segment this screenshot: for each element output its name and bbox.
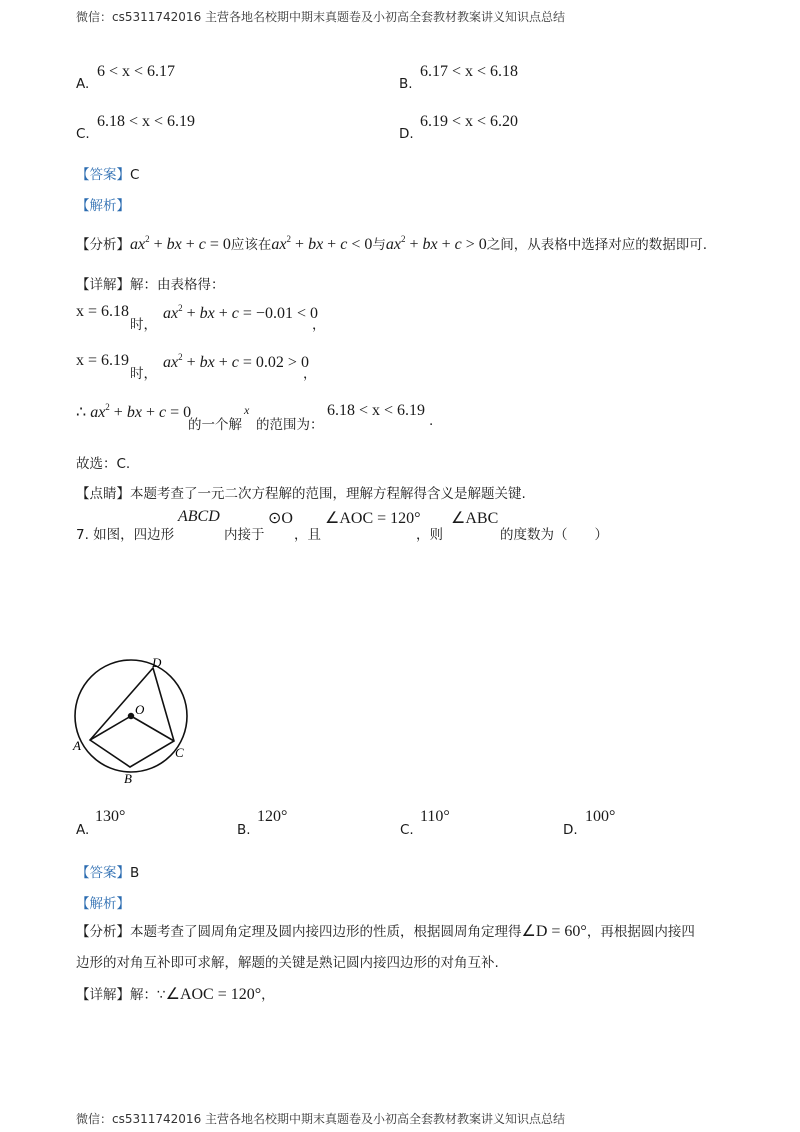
option-value: 120°: [257, 808, 288, 825]
text: 应该在: [230, 237, 272, 253]
q6-analysis-tag: 【解析】: [76, 198, 130, 214]
label-b: B: [124, 771, 132, 786]
therefore-equation: ∴ $ax^2$ + bx + c = 0: [76, 402, 192, 421]
detail-text: 解：由表格得：: [130, 277, 225, 293]
option-label: D.: [399, 126, 414, 142]
segment-ao: [90, 716, 131, 740]
comment-text: 本题考查了一元二次方程解的范围，理解方程解得含义是解题关键.: [130, 486, 526, 502]
option-label: C.: [400, 822, 414, 838]
page-footer: 微信：cs5311742016 主营各地名校期中期末真题卷及小初高全套教材教案讲义知识点总结: [76, 1112, 566, 1126]
text: ，则: [416, 527, 443, 543]
stem-text: 7. 如图，四边形: [76, 527, 175, 543]
q6-comment: [76, 482, 526, 502]
option-value: 6 < x < 6.17: [97, 63, 176, 80]
option-value: 110°: [420, 808, 450, 825]
text: 本题考查了圆周角定理及圆内接四边形的性质，根据圆周角定理得: [130, 924, 522, 940]
option-label: B.: [399, 76, 413, 92]
time-label: 时，: [130, 317, 157, 333]
text: 的度数为（ ）: [500, 527, 608, 543]
comma: ，: [261, 987, 275, 1003]
detail-text: 解：∵: [130, 987, 166, 1003]
option-value: 6.17 < x < 6.18: [420, 63, 519, 80]
option-label: C.: [76, 126, 90, 142]
text: 内接于: [224, 527, 265, 543]
q7-analysis-tag: 【解析】: [76, 896, 130, 912]
detail-tag: 【详解】: [76, 277, 130, 293]
label-a: A: [73, 738, 81, 753]
text: 之间，从表格中选择对应的数据即可.: [486, 237, 708, 253]
therefore-symbol: ∴: [76, 404, 87, 421]
q6-choose: 故选：C.: [76, 456, 131, 472]
q7-fenxi-line2: 边形的对角互补即可求解，解题的关键是熟记圆内接四边形的对角互补.: [76, 955, 499, 971]
circle-symbol: ⊙O: [268, 510, 293, 527]
range: 6.18 < x < 6.19: [327, 402, 426, 419]
answer-tag: 【答案】: [76, 865, 130, 881]
detail-tag: 【详解】: [76, 987, 130, 1003]
comma: ，: [303, 366, 317, 382]
angle-d: ∠D = 60°: [521, 923, 587, 940]
comment-tag: 【点睛】: [76, 486, 130, 502]
answer-value: B: [130, 865, 140, 881]
q7-answer: [76, 861, 139, 881]
q7-fenxi-line1: [76, 920, 695, 941]
option-label: D.: [563, 822, 578, 838]
label-c: C: [175, 745, 184, 760]
period: .: [429, 413, 434, 429]
equation: $ax^2$ + bx + c = 0: [130, 234, 231, 253]
q6-fenxi: [76, 233, 707, 254]
text: 的一个解: [188, 417, 242, 433]
x-value: x = 6.18: [76, 303, 130, 320]
q6-answer: [76, 163, 139, 183]
label-d: D: [152, 655, 162, 670]
answer-tag: 【答案】: [76, 167, 130, 183]
expression: $ax^2$ + bx + c = −0.01 < 0: [163, 303, 318, 322]
answer-value: C: [130, 167, 140, 183]
text: ，且: [294, 527, 321, 543]
time-label: 时，: [130, 366, 157, 382]
q6-detail: [76, 273, 225, 293]
inequality-neg: $ax^2$ + bx + c < 0: [271, 234, 373, 253]
angle-aoc: ∠AOC = 120°: [325, 510, 421, 527]
option-label: A.: [76, 822, 90, 838]
option-value: 100°: [585, 808, 616, 825]
option-value: 6.18 < x < 6.19: [97, 113, 196, 130]
text: 与: [372, 237, 386, 253]
q7-detail: [76, 983, 275, 1004]
expression: $ax^2$ + bx + c = 0.02 > 0: [163, 352, 309, 371]
option-label: A.: [76, 76, 90, 92]
expr-value: = 0.02 > 0: [242, 354, 309, 371]
angle-abc: ∠ABC: [451, 510, 499, 527]
expr-value: = −0.01 < 0: [242, 305, 318, 322]
fenxi-tag: 【分析】: [76, 924, 130, 940]
page-header: 微信：cs5311742016 主营各地名校期中期末真题卷及小初高全套教材教案讲义知识点总结: [76, 10, 566, 24]
text: 的范围为：: [256, 417, 324, 433]
variable: x: [244, 403, 250, 417]
circle-quadrilateral-figure: [66, 650, 196, 790]
inequality-pos: $ax^2$ + bx + c > 0: [385, 234, 487, 253]
center-point: [128, 713, 134, 719]
angle-aoc: ∠AOC = 120°: [165, 986, 262, 1003]
fenxi-tag: 【分析】: [76, 237, 130, 253]
x-value: x = 6.19: [76, 352, 130, 369]
comma: ，: [312, 317, 326, 333]
label-o: O: [135, 702, 145, 717]
quadrilateral: ABCD: [178, 508, 220, 525]
text: ，再根据圆内接四: [586, 924, 695, 940]
option-label: B.: [237, 822, 251, 838]
option-value: 130°: [95, 808, 126, 825]
option-value: 6.19 < x < 6.20: [420, 113, 519, 130]
